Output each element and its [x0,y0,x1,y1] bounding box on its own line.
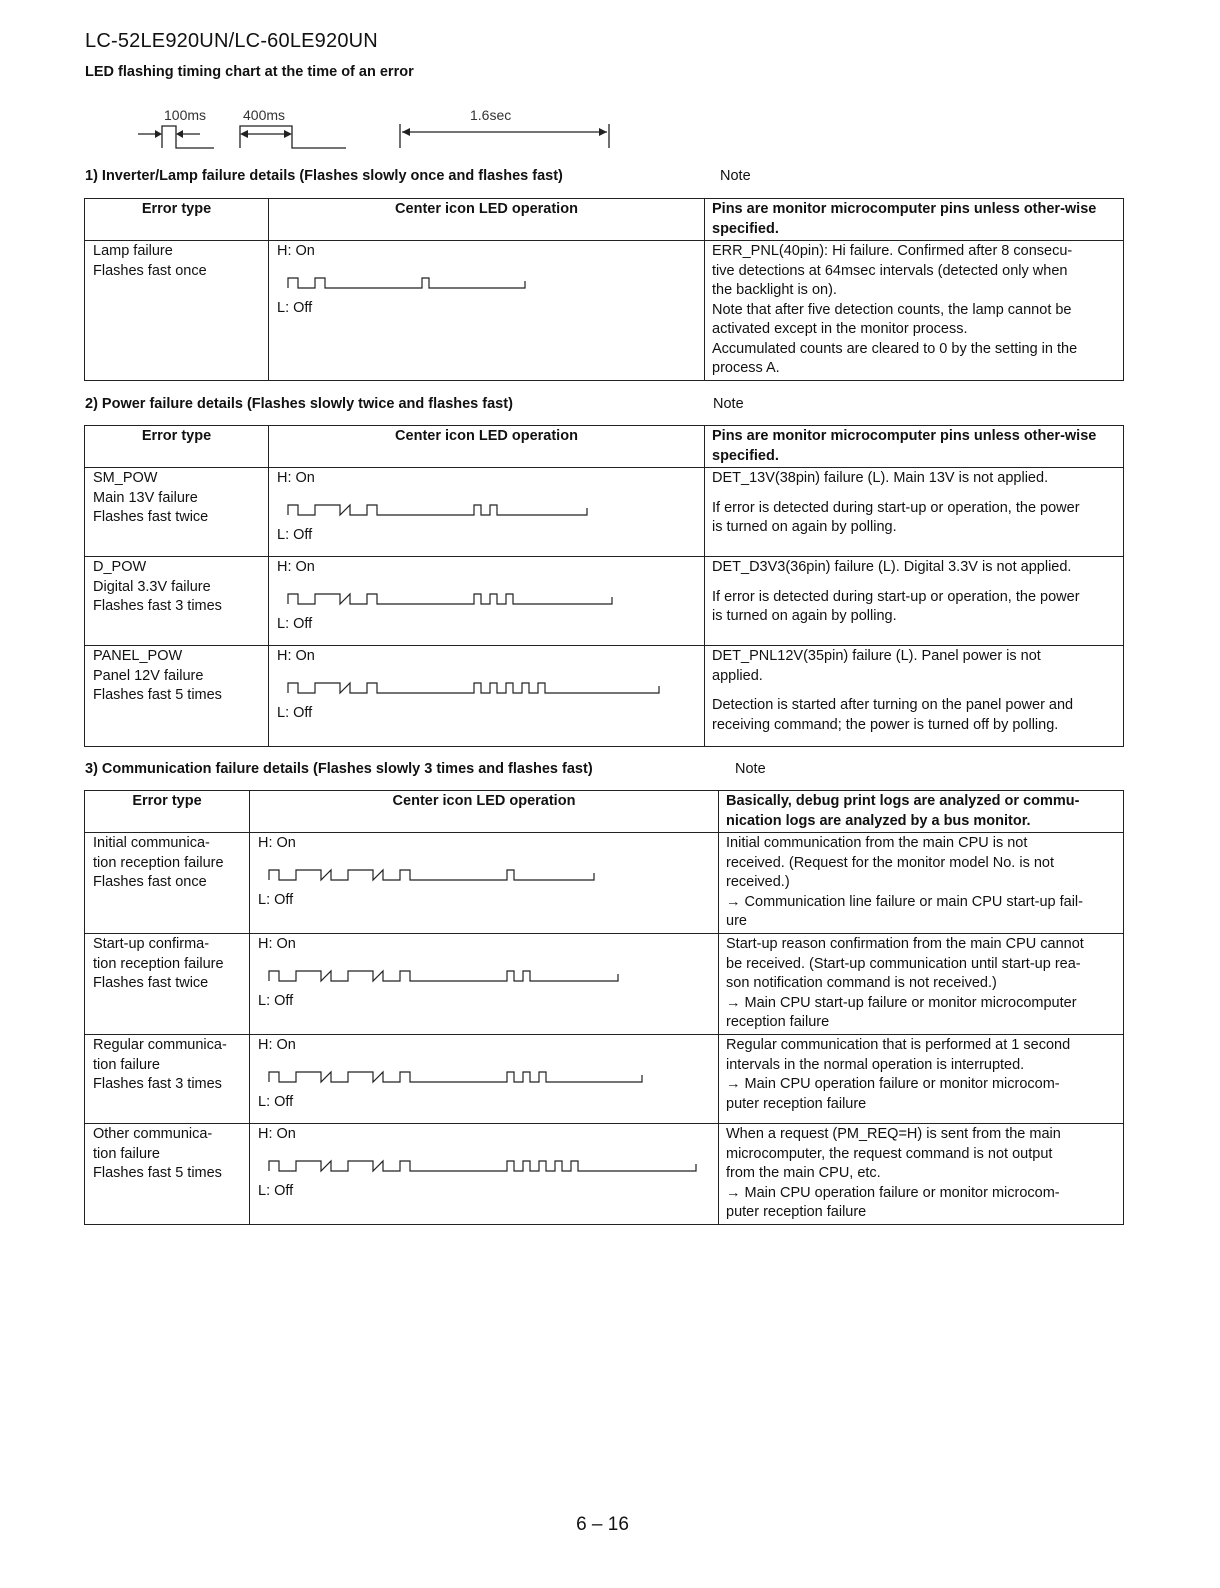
led-waveform [287,678,663,698]
low-label: L: Off [277,615,313,632]
error-type-line: D_POW [93,559,147,575]
note-line: receiving command; the power is turned off by polling. [712,716,1059,733]
led-operation-cell [269,468,705,557]
error-type-line: Flashes fast 3 times [93,598,222,614]
note-line: process A. [712,360,780,376]
led-operation-cell [250,1035,719,1124]
high-label: H: On [258,1126,296,1142]
led-waveform [268,966,622,986]
note-cell [705,241,1124,381]
error-type-cell [85,833,250,934]
note-line: If error is detected during start-up or operation, the power [712,588,1080,605]
error-type-cell [85,1124,250,1225]
led-operation-cell [269,646,705,747]
table-row [85,557,1124,646]
note-line: microcomputer, the request command is not output [726,1145,1053,1162]
error-type-cell [85,468,269,557]
error-type-line: Digital 3.3V failure [93,578,211,595]
note-line: is turned on again by polling. [712,519,897,535]
error-type-cell [85,241,269,381]
note-line: the backlight is on). [712,282,837,298]
col-led-operation: Center icon LED operation [250,791,719,833]
error-type-line: Flashes fast once [93,262,207,279]
led-operation-cell [250,934,719,1035]
note-line: received. (Request for the monitor model No. is not [726,854,1055,871]
error-type-line: tion reception failure [93,955,224,972]
error-type-cell [85,557,269,646]
error-type-line: PANEL_POW [93,648,183,664]
pulse-400ms [240,126,346,148]
section-3-note-label: Note [735,761,766,777]
error-type-line: tion failure [93,1056,160,1073]
note-line: If error is detected during start-up or operation, the power [712,499,1080,516]
error-type-line: Flashes fast once [93,874,207,890]
note-line: applied. [712,667,763,684]
table-row [85,1035,1124,1124]
section-2-table [84,425,1124,747]
col-led-operation: Center icon LED operation [269,426,705,468]
low-label: L: Off [277,704,313,721]
high-label: H: On [277,243,315,259]
led-waveform-wrap [258,1156,718,1176]
led-waveform [287,500,591,520]
pulse-100ms [162,126,214,148]
note-line: → Main CPU operation failure or monitor microcom- [726,1076,1060,1092]
section-3-table [84,790,1124,1225]
col-led-operation: Center icon LED operation [269,199,705,241]
legend-label-100ms: 100ms [164,107,207,123]
timing-legend-diagram [130,104,630,152]
error-type-line: Flashes fast 3 times [93,1076,222,1092]
note-line: puter reception failure [726,1204,867,1220]
low-label: L: Off [258,1093,294,1110]
low-label: L: Off [258,1182,294,1199]
legend-label-1-6sec: 1.6sec [470,107,512,123]
high-label: H: On [277,648,315,664]
col-error-type: Error type [85,426,269,468]
note-cell [719,833,1124,934]
note-line: son notification command is not received.) [726,975,997,991]
timing-legend [130,104,630,157]
section-1-table [84,198,1124,381]
error-type-line: Start-up confirma- [93,936,210,952]
error-type-line: Flashes fast 5 times [93,687,222,703]
note-line: DET_D3V3(36pin) failure (L). Digital 3.3V is not applied. [712,559,1072,575]
error-type-line: tion reception failure [93,854,224,871]
table-row [85,833,1124,934]
col-note-header: Pins are monitor microcomputer pins unless other-wise specified. [705,426,1124,468]
high-label: H: On [277,470,315,486]
low-label: L: Off [258,992,294,1009]
note-cell [705,468,1124,557]
low-label: L: Off [277,526,313,543]
note-line: ure [726,913,747,929]
note-line: When a request (PM_REQ=H) is sent from the main [726,1126,1061,1142]
note-line: is turned on again by polling. [712,608,897,624]
low-label: L: Off [258,891,294,908]
error-type-cell [85,646,269,747]
led-waveform-wrap [277,589,704,609]
section-1-note-label: Note [720,168,751,184]
table-row [85,468,1124,557]
legend-label-400ms: 400ms [243,107,286,123]
note-line: Regular communication that is performed at 1 second [726,1037,1071,1053]
note-line: DET_PNL12V(35pin) failure (L). Panel power is not [712,648,1041,664]
note-line: puter reception failure [726,1095,867,1112]
error-type-line: Flashes fast twice [93,975,209,991]
error-type-line: SM_POW [93,470,158,486]
note-line: tive detections at 64msec intervals (detected only when [712,262,1068,279]
high-label: H: On [258,835,296,851]
high-label: H: On [258,1037,296,1053]
led-waveform [268,865,598,885]
high-label: H: On [277,559,315,575]
error-type-line: Regular communica- [93,1037,227,1053]
error-type-line: Flashes fast twice [93,509,209,525]
led-waveform [287,589,616,609]
led-waveform-wrap [277,500,704,520]
note-line: DET_13V(38pin) failure (L). Main 13V is not applied. [712,470,1049,486]
note-line: intervals in the normal operation is interrupted. [726,1056,1025,1073]
error-type-cell [85,934,250,1035]
led-waveform [287,273,529,293]
led-operation-cell [250,1124,719,1225]
section-2-note-label: Note [713,396,744,412]
note-cell [705,557,1124,646]
note-line: → Main CPU start-up failure or monitor microcomputer [726,994,1077,1011]
note-line: → Communication line failure or main CPU start-up fail- [726,893,1083,910]
table-row [85,1124,1124,1225]
note-line: Accumulated counts are cleared to 0 by the setting in the [712,340,1078,357]
col-note-header: Pins are monitor microcomputer pins unless other-wise specified. [705,199,1124,241]
note-line: reception failure [726,1014,830,1030]
note-line: ERR_PNL(40pin): Hi failure. Confirmed after 8 consecu- [712,243,1073,259]
section-2-title: 2) Power failure details (Flashes slowly twice and flashes fast) [85,396,513,412]
led-waveform [268,1067,646,1087]
note-line: activated except in the monitor process. [712,321,968,337]
table-row [85,646,1124,747]
error-type-line: Flashes fast 5 times [93,1165,222,1181]
error-type-cell [85,1035,250,1124]
page-subtitle: LED flashing timing chart at the time of an error [85,64,414,80]
error-type-line: Lamp failure [93,243,173,259]
led-waveform-wrap [258,1067,718,1087]
note-cell [719,1124,1124,1225]
note-line: received.) [726,874,790,890]
note-line: Start-up reason confirmation from the main CPU cannot [726,936,1084,952]
page-number: 6 – 16 [576,1514,629,1535]
error-type-line: Other communica- [93,1126,213,1142]
led-waveform-wrap [258,865,718,885]
col-error-type: Error type [85,199,269,241]
high-label: H: On [258,936,296,952]
led-waveform-wrap [258,966,718,986]
col-note-header: Basically, debug print logs are analyzed or commu-nication logs are analyzed by a bus monitor. [719,791,1124,833]
error-type-line: tion failure [93,1145,160,1162]
note-line: → Main CPU operation failure or monitor microcom- [726,1184,1060,1201]
error-type-line: Panel 12V failure [93,667,204,684]
model-title: LC-52LE920UN/LC-60LE920UN [85,30,378,52]
table-row [85,241,1124,381]
note-line: Initial communication from the main CPU is not [726,835,1028,851]
note-cell [719,1035,1124,1124]
note-line: Detection is started after turning on the panel power and [712,697,1074,713]
note-line: be received. (Start-up communication until start-up rea- [726,955,1081,972]
led-operation-cell [269,557,705,646]
table-row [85,934,1124,1035]
col-error-type: Error type [85,791,250,833]
led-operation-cell [250,833,719,934]
low-label: L: Off [277,299,313,316]
error-type-line: Initial communica- [93,835,210,851]
error-type-line: Main 13V failure [93,489,198,506]
section-1-title: 1) Inverter/Lamp failure details (Flashes slowly once and flashes fast) [85,168,563,184]
note-cell [705,646,1124,747]
note-cell [719,934,1124,1035]
led-operation-cell [269,241,705,381]
section-3-title: 3) Communication failure details (Flashes slowly 3 times and flashes fast) [85,761,593,777]
led-waveform-wrap [277,273,704,293]
led-waveform-wrap [277,678,704,698]
led-waveform [268,1156,700,1176]
note-line: Note that after five detection counts, the lamp cannot be [712,301,1072,318]
note-line: from the main CPU, etc. [726,1165,881,1181]
